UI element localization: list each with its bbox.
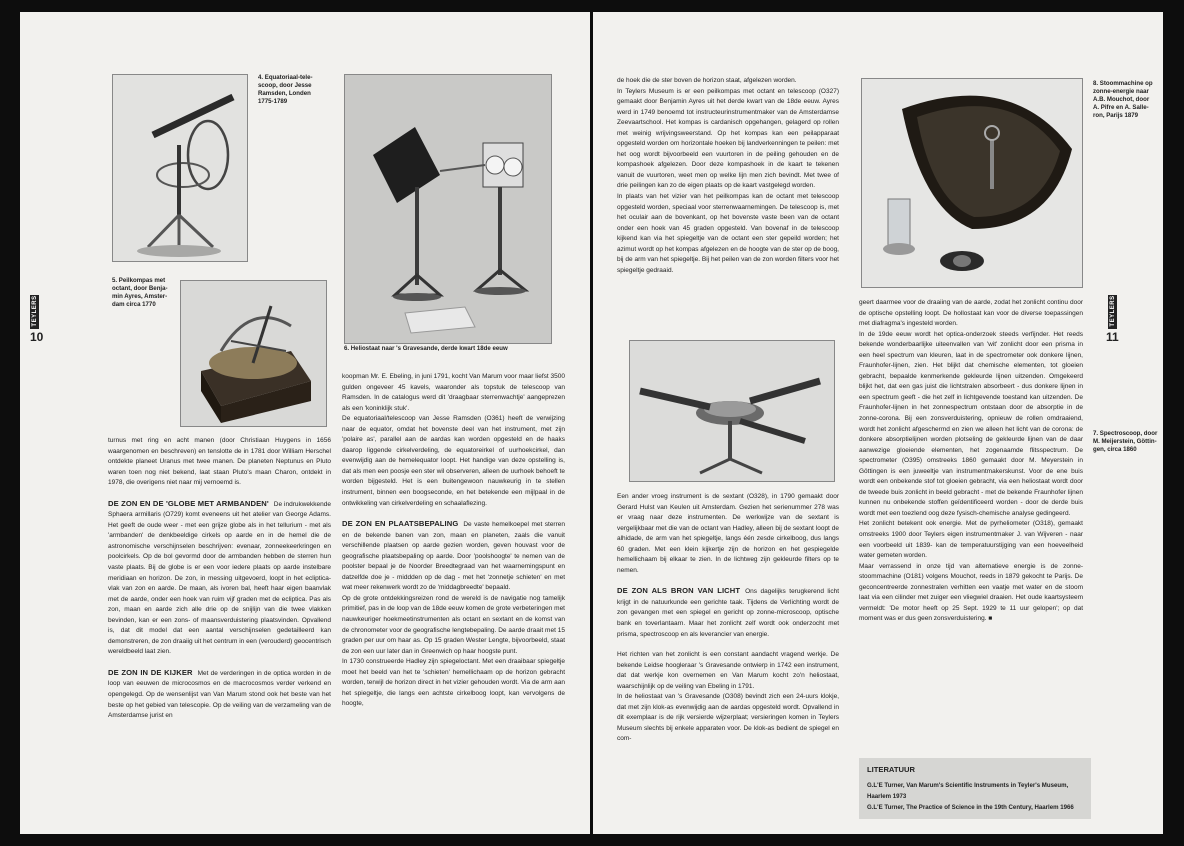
caption-fig5 (112, 277, 180, 309)
photo-heliostat (344, 74, 552, 344)
caption-line: min Ayres, Amster- (112, 293, 168, 300)
right-page (593, 12, 1163, 834)
compass-octant-image (181, 281, 326, 426)
caption-line: Ramsden, Londen (258, 90, 311, 97)
literature-item: G.L'E Turner, The Practice of Science in the 19th Century, Haarlem 1966 (867, 804, 1074, 811)
paragraph: geert daarmee voor de draaiing van de aarde, zodat het zonlicht continu door de optische opstelling loopt. De hollostaat kan voor de diverse toepassingen met diafragma's ingesteld worden. (859, 299, 1083, 328)
spectroscope-image (630, 341, 834, 481)
caption-line: 1775-1789 (258, 98, 288, 105)
section-paragraph (108, 668, 331, 722)
paragraph: turnus met ring en acht manen (door Christiaan Huygens in 1656 waargenomen en beschreven) en tenslotte de in 1781 door William Herschel ontdekte planeet Uranus met twee manen. De planeten Neptunus en Pluto waren toen nog niet bekend, laat staan Pluto's maan Charon, ontdekt in 1978, die overigens niet naar mij vernoemd is. (108, 437, 331, 487)
teylers-logo (1108, 295, 1117, 329)
paragraph: Het zonlicht betekent ook energie. Met de pyrheliometer (O318), gemaakt omstreeks 1900 door Teylers eigen instrumentmaker J. van Wijveren - naar een voorbeeld uit 1839- kan de temperatuurstijging van een hoeveelheid water gemeten worden. (859, 520, 1083, 560)
left-page (20, 12, 590, 834)
section-paragraph (617, 586, 839, 640)
text-column-1 (108, 436, 331, 722)
section-body: Met de verderingen in de optica worden in de loop van eeuwen de microcosmos en de macrocosmos verder verkend en opengelegd. Op de wensenlijst van Van Marum stond ook het beste van het beste op het gebied van telescopie. Op de veiling van de verzameling van de Amsterdamse jurist en (108, 669, 331, 720)
caption-fig6: 6. Heliostaat naar 's Gravesande, derde kwart 18de eeuw (344, 345, 508, 352)
section-heading: DE ZON IN DE KIJKER (108, 667, 193, 677)
caption-fig7 (1093, 430, 1163, 454)
teylers-logo (30, 295, 39, 329)
heliostat-image (345, 75, 551, 343)
caption-line: scoop, door Jesse (258, 82, 312, 89)
section-body: De vaste hemelkoepel met sterren en de bekende banen van zon, maan en planeten, zaals die vanuit verschillende plaatsen op aarde gezien worden, geven houvast voor de geografische plaatsbepaling op aarde. Door 'poolshoogte' te nemen van de poolster bepaal je de Noorder Breedtegraad van het waarnemingspunt en datzelfde doe je - middden op de dag - met het 'zonnetje schieten' en met wat meer rekenwerk wordt zo de 'middagbreedte' bepaald. (342, 521, 565, 592)
literature-heading: LITERATUUR (867, 765, 915, 774)
logo-text: TEYLERS (1110, 295, 1116, 327)
section-paragraph (108, 499, 331, 658)
paragraph (342, 372, 565, 414)
paragraph: In de heliostaat van 's Gravesande (O308) bevindt zich een 24-uurs klokje, dat met zijn klok-as evenwijdig aan de aardas opgesteld wordt. Opvallend in dit exemplaar is de rijk versierde wijzerplaat; versieringen komen in Teylers Museum slechts bij enkele apparaten voor. De klok-as bedient de spiegel en com- (617, 693, 839, 743)
page-number: 10 (30, 330, 44, 344)
caption-line: 7. Spectroscoop, door (1093, 430, 1158, 437)
caption-line: 4. Equatoriaal-tele- (258, 74, 313, 81)
equatorial-telescope-image (113, 75, 247, 261)
paragraph: Een ander vroeg instrument is de sextant (O328), in 1790 gemaakt door Gerard Hulst van Keulen uit Amsterdam. Gezien het serienummer 278 was er vraag naar deze instrumenten. De werkwijze van de sextant is vergelijkbaar met die van de octant van Hadley, alleen bij de sextant loopt de alhidade, de arm van het spiegeltje, langs één zesde cirkelboog, dus langs 60 graden. Met een klein kijkertje zijn de horizon en het gespiegelde hemellichaam bij elkaar te zien. In de lichtweg zijn gekleurde filters op te nemen. (617, 493, 839, 574)
photo-spectroscope (629, 340, 835, 482)
paragraph: Het richten van het zonlicht is een constant aandacht vragend werkje. De bekende Leidse hoogleraar 's Gravesande ontwierp in 1742 een instrument, dat dat werkje kon overnemen en Van Marum kocht zo'n heliostaat, waarschijnlijk op de veiling van Ebeling in 1791. (617, 651, 839, 690)
text-column-3-continued (617, 492, 839, 745)
caption-line: A.B. Mouchot, door (1093, 96, 1150, 103)
section-body: Ons dagelijks terugkerend licht krijgt in de natuurkunde een gerichte taak. Tijdens de Verlichting wordt de zon gevangen met een spiegel en gericht op zonne-microscoop, optische bank en toverlantaarn. Maar het zonlicht zelf wordt ook onderzocht met prisma, spectroscoop en als leverancier van energie. (617, 588, 839, 638)
caption-line: dam circa 1770 (112, 301, 156, 308)
text-column-2 (342, 372, 565, 710)
logo-text: TEYLERS (32, 295, 38, 327)
caption-line: gen, circa 1860 (1093, 446, 1137, 453)
caption-line: A. Pifre en A. Salle- (1093, 104, 1149, 111)
text-column-3 (617, 76, 839, 276)
photo-compass-octant (180, 280, 327, 427)
section-body: De indrukwekkende Sphaera armillaris (O729) komt eveneens uit het atelier van George Adams. Het geeft de oude weer - met een grijze globe als in het tellurium - met als 'armbanden' de denkbeeldige cirkels op aarde en in de hemel die de astronomische verschijnselen beschrijven: evenaar, zonneekeerkringen en poolcirkels. Op de bol gevormd door de armbanden hebben de sterren hun vaste plaats. Bij de globe is er een voor iedere plaats op aarde instelbare meridiaan en horizon. De zon, in messing uitgevoerd, loopt in het ecliptica-vlak van zon en aarde. De maan, als ivoren bal, heeft haar eigen baanvlak met de aarde, onder een hoek van ruim vijf graden met de ecliptica. Pas als zon, maan en aarde zich alle drie op de snijlijn van die twee vlakken bevinden, kan er een zons- of maansverduistering plaatsvinden. Opvallend is, dat dit model dat een aantal verschijnselen gedetailleerd kan demonstreren, de zon draaiig uit het centrum in een (verouderd) geocentrisch wereldbeeld laat zien. (108, 500, 332, 656)
caption-line: zonne-energie naar (1093, 88, 1149, 95)
text-column-4 (859, 298, 1083, 625)
caption-line: octant, door Benja- (112, 285, 168, 292)
paragraph: In 1730 construeerde Hadley zijn spiegeloctant. Met een draaibaar spiegeltje moet het beeld van het te 'schieten' hemellichaam op de horizon gebracht worden, terwijl de horizon direct in het vizier gehouden wordt. Via de arm aan het spiegeltje, die langs een achtste cirkelboog loopt, kan vervolgens de hoogte, (342, 658, 565, 708)
paragraph: Maar verrassend in onze tijd van alternatieve energie is de zonne-stoommachine (O181) volgens Mouchot, reeds in 1879 gekocht te Parijs. De geconcentreerde zonnestralen verhitten een vaatje met water en de stoom laat via een cilinder met zuiger een vliegwiel draaien. Het oude kaartsysteem vermeldt: 'De motor heeft op 25 Sept. 1929 te 11 uur gelopen'; op dat moment was er dus geen zonsverduistering. ■ (859, 562, 1083, 623)
paragraph-text: koopman Mr. E. Ebeling, in juni 1791, kocht Van Marum voor maar liefst 3500 gulden ongeveer 45 kavels, waaronder als topstuk de telescoop van Ramsden. In de catalogus werd dit 'draagbaar sterrenwachtje' aangeprezen als een 'koninklijk stuk'. (342, 373, 565, 412)
section-heading: DE ZON EN DE 'GLOBE MET ARMBANDEN' (108, 498, 269, 508)
section-heading: DE ZON ALS BRON VAN LICHT (617, 586, 741, 596)
solar-steam-machine-image (862, 79, 1082, 287)
photo-solar-steam-machine (861, 78, 1083, 288)
paragraph: In plaats van het vizier van het peilkompas kan de octant met telescoop opgesteld worden, speciaal voor sterrenwaarnemingen. De telescoop is, met het oculair aan de bovenkant, op het bovenste vaste been van de octant onder een hoek van 45 graden opgesteld. Van bovenaf in de telescoop kijkend kan via het spiegeltje van de octant een ster gepeild worden; het azimut wordt op het kompas afgelezen en de hoogte van de ster op de boog, bij de arm van het spiegeltje. Bij het peilen van de zon worden filters voor het spiegeltje gedraaid. (617, 193, 839, 274)
photo-equatorial-telescope (112, 74, 248, 262)
caption-line: ron, Parijs 1879 (1093, 112, 1139, 119)
caption-line: M. Meijerstein, Göttin- (1093, 438, 1157, 445)
paragraph: In de 19de eeuw wordt het optica-onderzoek steeds verfijnder. Het reeds bekende wonderbaarlijke uiteenvallen van 'wit' zonlicht door een prisma in een heel spectrum van kleuren, laat in de spectrometer ook donkere lijnen, Fraunhofer-lijnen, zien. Het blijkt dat chemische elementen, tot gloeien gebracht, bepaalde kenmerkende gekleurde lijnen uitzenden. Omgekeerd blijkt het, dat een gas juist die lichtstralen absorbeert - dus donkere lijnen in een spectrum geeft - die het zelf in lichtgevende toestand kan uitzenden. De Fraunhofer-lijnen in het zonnespectrum ontstaan door de absorptie in de zonne-corona. Bij een zonsverduistering, opnieuw de rollen omdraaiend, wordt het zonlicht afgeschermd en zien we alleen het licht van de corona: de donkere absorptielijnen worden plotseling de gekleurde lijnen van de daar aanwezige gloeiende elementen, het zogenaamde flitsspectrum. De spectrometer (O395) omstreeks 1860 gemaakt door M. Meyerstein in Göttingen is een juweeltje van instrumentmakerskunst. Voor de ene buis wordt een onbekende stof tot gloeien gebracht, via een heliostaat wordt door de tweede buis zonlicht in beeld gebracht - met de bekende Fraunhofer lijnen kunnen nu onbekende stoffen geïdentificeerd worden - door de derde buis wordt met een toezlend oog deze fysisch-chemische analyse gedingeerd. (859, 330, 1083, 517)
caption-fig4 (258, 74, 338, 106)
literature-box (859, 758, 1091, 819)
literature-item: G.L'E Turner, Van Marum's Scientific Instruments in Teyler's Museum, Haarlem 1973 (867, 782, 1069, 800)
paragraph: De equatoriaal/telescoop van Jesse Ramsden (O361) heeft de verwijzing naar de equator, omdat het bovenste deel van het instrument, met zijn 'polaire as', parallel aan de aardas kan worden opgesteld en de haaks daarop liggende cirkelverdeling, de equatoreirkel of uurhoekcirkel, dan evenwijdig aan de hemelequator loopt. Het handige van deze opstelling is, dat als men een poosje een ster wil observeren, alleen de uurhoek behoeft te worden bijgesteld. Het is een buitengewoon nauwkeurig in te stellen instrument, binnen een boogseconde, en het betekende een mijlpaal in de ontwikkeling van cirkelverdeling en schaalaflezing. (342, 415, 565, 507)
paragraph: de hoek die de ster boven de horizon staat, afgelezen worden. (617, 77, 797, 84)
caption-line: 8. Stoommachine op (1093, 80, 1153, 87)
section-heading: DE ZON EN PLAATSBEPALING (342, 519, 459, 529)
page-number: 11 (1106, 330, 1119, 344)
caption-line: 5. Peilkompas met (112, 277, 166, 284)
paragraph: In Teylers Museum is er een peilkompas met octant en telescoop (O327) gemaakt door Benjamin Ayres uit het derde kwart van de 18de eeuw. Ayres werd in 1749 benoemd tot instructeurinstrumentmaker van de Amsterdamse Zeevaartschool. Het kompas is cardanisch opgehangen, gelagerd op rollen met weinig wrijvingsweerstand. Op het kompas kan een peilapparaat opgesteld worden om horizontale hoeken bij landverkenningen te peilen: met het oog wordt bijvoorbeeld een vuurtoren in de peiling gehouden en de kompashoek afgelezen. Door deze kompashoek in de kaart te tekenen vanuit de vuurtoren, weet men op welke lijn men zich bevindt. Met twee of drie peilingen kan zo de eigen plaats op de kaart vastgelegd worden. (617, 87, 839, 190)
paragraph: Op de grote ontdekkingsreizen rond de wereld is de navigatie nog tamelijk primitief, pas in de loop van de 18de eeuw komen de grote verbeteringen met nauwkeuriger hoekmeetinstrumenten als octant en sextant en de komst van de chronometer voor de geografische lengtebepaling. De aarde draait met 15 graden per uur om haar as. Op 15 graden Wester Lengte, bijvoorbeeld, staat de zon een uur later dan in Greenwich op haar hoogste punt. (342, 594, 565, 655)
section-paragraph (342, 519, 565, 594)
caption-fig8 (1093, 80, 1163, 120)
